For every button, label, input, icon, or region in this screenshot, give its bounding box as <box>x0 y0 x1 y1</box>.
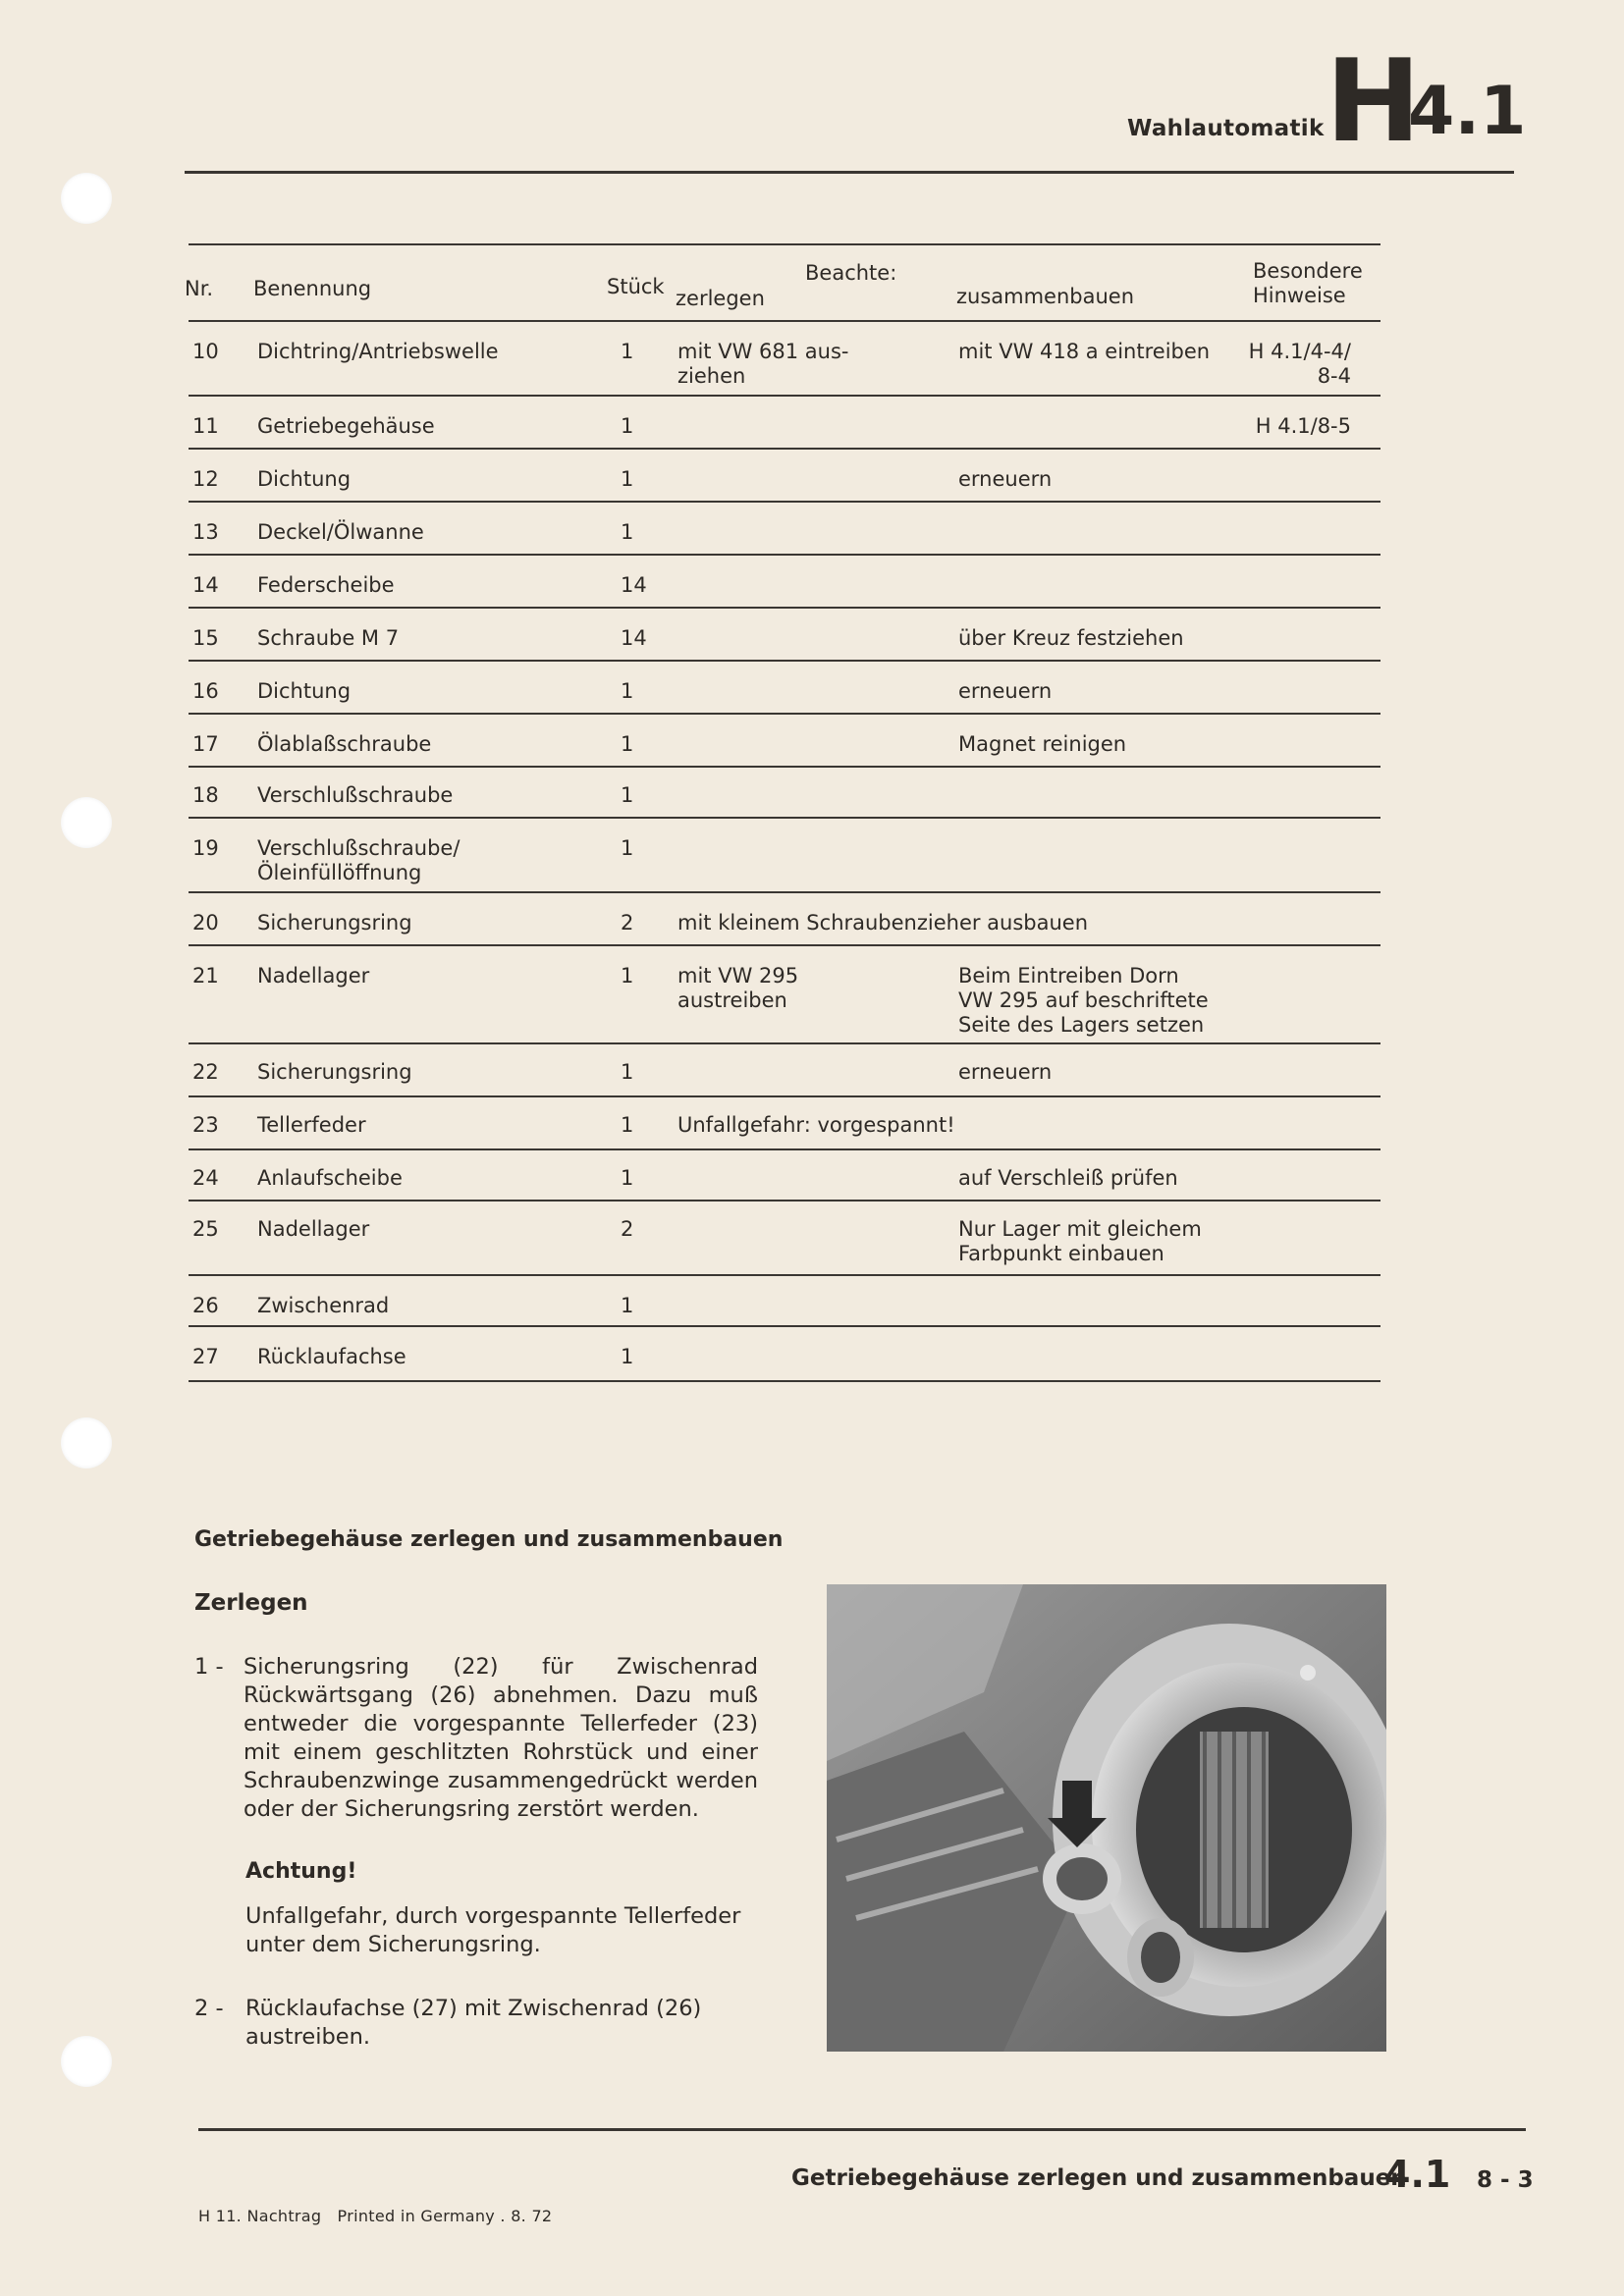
step-2-number: 2 - <box>194 1996 224 2021</box>
table-cell-qty: 14 <box>621 573 647 597</box>
table-cell-qty: 2 <box>621 911 634 934</box>
table-cell-zusammenbauen: Magnet reinigen <box>958 732 1127 756</box>
table-cell-nr: 16 <box>192 679 219 703</box>
table-row-rule <box>189 660 1380 662</box>
table-cell-name: Sicherungsring <box>257 1060 412 1084</box>
table-cell-name: Getriebegehäuse <box>257 414 435 438</box>
table-cell-nr: 22 <box>192 1060 219 1084</box>
table-cell-nr: 17 <box>192 732 219 756</box>
table-cell-nr: 12 <box>192 467 219 491</box>
punch-hole <box>61 173 112 224</box>
table-cell-name: Nadellager <box>257 1217 370 1241</box>
col-header-hinweise: Besondere Hinweise <box>1253 259 1363 307</box>
table-cell-zerlegen: mit kleinem Schraubenzieher ausbauen <box>677 911 1089 934</box>
table-cell-qty: 1 <box>621 679 634 703</box>
table-cell-qty: 1 <box>621 520 634 544</box>
table-cell-nr: 11 <box>192 414 219 438</box>
table-cell-zusammenbauen: Nur Lager mit gleichem Farbpunkt einbauen <box>958 1217 1202 1265</box>
table-cell-name: Tellerfeder <box>257 1113 366 1137</box>
table-cell-nr: 18 <box>192 783 219 807</box>
table-row-rule <box>189 1274 1380 1276</box>
table-cell-name: Zwischenrad <box>257 1294 390 1317</box>
table-cell-name: Rücklaufachse <box>257 1345 406 1368</box>
table-cell-nr: 15 <box>192 626 219 650</box>
table-cell-nr: 14 <box>192 573 219 597</box>
header-rule <box>185 171 1514 174</box>
table-cell-qty: 1 <box>621 836 634 860</box>
table-row-rule <box>189 713 1380 715</box>
table-row-rule <box>189 607 1380 609</box>
table-row-rule <box>189 891 1380 893</box>
table-cell-qty: 1 <box>621 1113 634 1137</box>
table-cell-name: Verschlußschraube <box>257 783 454 807</box>
table-cell-qty: 1 <box>621 1345 634 1368</box>
table-cell-name: Nadellager <box>257 964 370 988</box>
table-cell-hinweise: H 4.1/8-5 <box>1255 414 1351 438</box>
punch-hole <box>61 797 112 848</box>
col-header-beachte: Beachte: <box>805 261 897 285</box>
table-cell-hinweise: H 4.1/4-4/ 8-4 <box>1248 340 1351 388</box>
table-cell-qty: 1 <box>621 732 634 756</box>
table-cell-name: Federscheibe <box>257 573 395 597</box>
section-subtitle: Zerlegen <box>194 1590 308 1616</box>
punch-hole <box>61 2036 112 2087</box>
table-cell-qty: 1 <box>621 414 634 438</box>
col-header-zusammenbauen: zusammenbauen <box>956 285 1135 308</box>
table-row-rule <box>189 395 1380 397</box>
table-cell-nr: 10 <box>192 340 219 363</box>
table-cell-name: Ölablaßschraube <box>257 732 432 756</box>
table-cell-qty: 1 <box>621 1060 634 1084</box>
table-cell-zusammenbauen: auf Verschleiß prüfen <box>958 1166 1178 1190</box>
table-cell-zusammenbauen: erneuern <box>958 1060 1053 1084</box>
table-cell-name: Verschlußschraube/ Öleinfüllöffnung <box>257 836 460 884</box>
table-cell-name: Dichtring/Antriebswelle <box>257 340 499 363</box>
table-top-rule <box>189 243 1380 245</box>
table-header-rule <box>189 320 1380 322</box>
table-cell-qty: 14 <box>621 626 647 650</box>
table-cell-zusammenbauen: erneuern <box>958 467 1053 491</box>
col-header-nr: Nr. <box>185 277 214 300</box>
table-cell-zerlegen: Unfallgefahr: vorgespannt! <box>677 1113 955 1137</box>
warning-text: Unfallgefahr, durch vorgespannte Tellerfeder unter dem Sicherungsring. <box>245 1903 741 1957</box>
table-cell-zusammenbauen: über Kreuz festziehen <box>958 626 1184 650</box>
table-row-rule <box>189 1095 1380 1097</box>
table-cell-name: Dichtung <box>257 679 352 703</box>
step-2-text: Rücklaufachse (27) mit Zwischenrad (26) austreiben. <box>245 1996 702 2050</box>
table-cell-nr: 27 <box>192 1345 219 1368</box>
table-cell-name: Schraube M 7 <box>257 626 400 650</box>
table-cell-qty: 1 <box>621 1166 634 1190</box>
table-cell-zerlegen: mit VW 295 austreiben <box>677 964 799 1012</box>
table-row-rule <box>189 944 1380 946</box>
table-row-rule <box>189 1148 1380 1150</box>
table-cell-nr: 21 <box>192 964 219 988</box>
table-cell-qty: 1 <box>621 964 634 988</box>
table-row-rule <box>189 1325 1380 1327</box>
table-row-rule <box>189 448 1380 450</box>
table-row-rule <box>189 766 1380 768</box>
gearbox-housing-photo-icon <box>827 1584 1386 2052</box>
table-cell-nr: 24 <box>192 1166 219 1190</box>
col-header-benennung: Benennung <box>253 277 372 300</box>
table-cell-nr: 19 <box>192 836 219 860</box>
footer-page-number: 8 - 3 <box>1477 2167 1534 2193</box>
footer-section-number: 4.1 <box>1384 2153 1451 2196</box>
table-row-rule <box>189 1200 1380 1201</box>
table-cell-nr: 23 <box>192 1113 219 1137</box>
table-cell-qty: 1 <box>621 467 634 491</box>
table-cell-zusammenbauen: erneuern <box>958 679 1053 703</box>
footer-rule <box>198 2128 1526 2131</box>
table-cell-qty: 1 <box>621 783 634 807</box>
table-row-rule <box>189 501 1380 503</box>
table-cell-qty: 1 <box>621 1294 634 1317</box>
step-1-text: Sicherungsring (22) für Zwischenrad Rückwärtsgang (26) abnehmen. Dazu muß entweder die vorgespannte Tellerfeder (23) mit einem geschlitzten Rohrstück und einer Schraubenzwinge zusammengedrückt werden oder der Sicherungsring zerstört werden. <box>244 1654 758 1822</box>
footer-title: Getriebegehäuse zerlegen und zusammenbauen <box>791 2165 1407 2191</box>
table-row-rule <box>189 817 1380 819</box>
col-header-zerlegen: zerlegen <box>676 287 765 310</box>
header-section-letter: H <box>1326 35 1420 168</box>
header-title: Wahlautomatik <box>1127 116 1325 141</box>
table-cell-name: Deckel/Ölwanne <box>257 520 424 544</box>
table-row-rule <box>189 1042 1380 1044</box>
section-title: Getriebegehäuse zerlegen und zusammenbauen <box>194 1527 784 1552</box>
table-row-rule <box>189 554 1380 556</box>
warning-title: Achtung! <box>245 1859 357 1884</box>
table-cell-name: Dichtung <box>257 467 352 491</box>
table-cell-zusammenbauen: mit VW 418 a eintreiben <box>958 340 1211 363</box>
table-cell-zerlegen: mit VW 681 aus- ziehen <box>677 340 849 388</box>
table-cell-name: Anlaufscheibe <box>257 1166 403 1190</box>
header-section-number: 4.1 <box>1408 73 1527 150</box>
table-cell-nr: 25 <box>192 1217 219 1241</box>
table-cell-qty: 2 <box>621 1217 634 1241</box>
step-1-number: 1 - <box>194 1654 224 1680</box>
table-cell-name: Sicherungsring <box>257 911 412 934</box>
table-cell-qty: 1 <box>621 340 634 363</box>
table-cell-nr: 20 <box>192 911 219 934</box>
punch-hole <box>61 1417 112 1468</box>
col-header-stueck: Stück <box>607 275 665 298</box>
table-row-rule <box>189 1380 1380 1382</box>
table-cell-zusammenbauen: Beim Eintreiben Dorn VW 295 auf beschriftete Seite des Lagers setzen <box>958 964 1209 1037</box>
table-cell-nr: 26 <box>192 1294 219 1317</box>
table-cell-nr: 13 <box>192 520 219 544</box>
footer-print-info: H 11. Nachtrag Printed in Germany . 8. 72 <box>198 2207 553 2225</box>
